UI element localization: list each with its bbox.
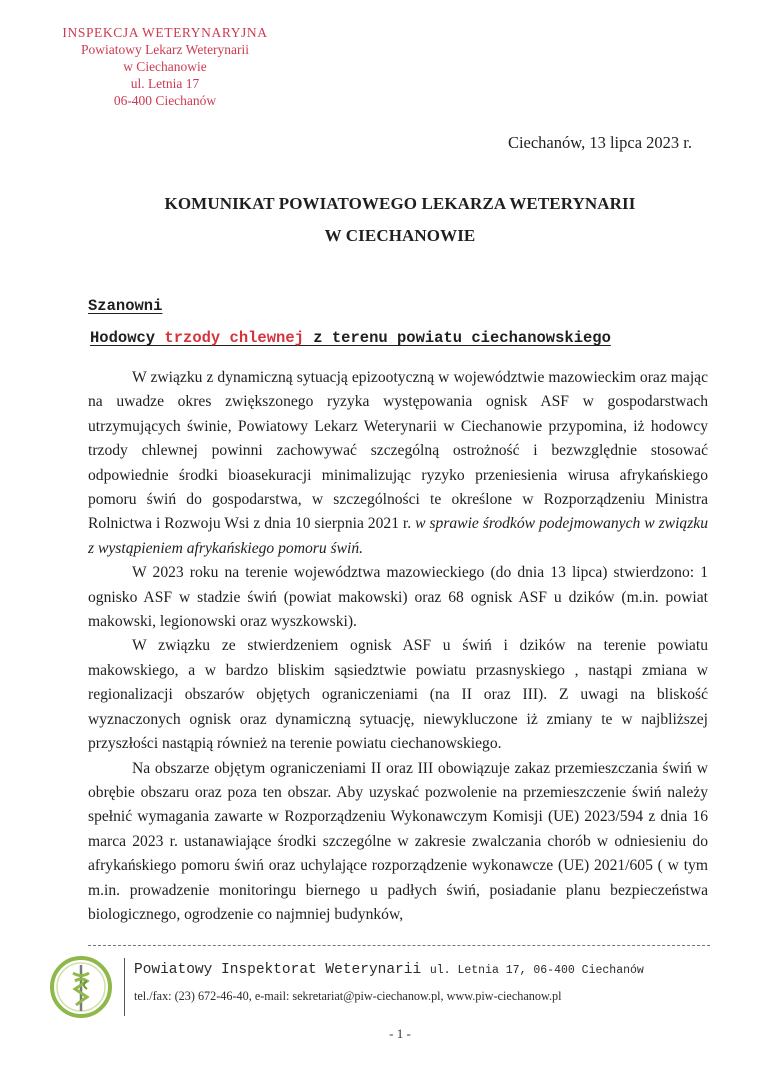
salutation-line-2 xyxy=(88,322,708,354)
paragraph-1-italic: w sprawie środków podejmowanych w związku z wystąpieniem afrykańskiego pomoru świń. xyxy=(88,515,708,557)
stamp-line-5: 06-400 Ciechanów xyxy=(113,93,217,108)
salutation-suffix: z terenu powiatu ciechanowskiego xyxy=(303,329,611,347)
footer-org: Powiatowy Inspektorat Weterynarii xyxy=(134,962,422,978)
footer-vertical-rule xyxy=(124,958,125,1016)
paragraph-1-text: W związku z dynamiczną sytuacją epizootyczną w województwie mazowieckim oraz mając na uwadze okres zwiększonego ryzyka występowania ognisk ASF w gospodarstwach utrzymujących świnie, Powiatowy Lekarz Weterynarii w Ciechanowie przypomina, iż hodowcy trzody chlewnej powinni zachowywać szczególną ostrożność i bezwzględnie stosować odpowiednie środki bioasekuracji minimalizując ryzyko przeniesienia wirusa afrykańskiego pomoru świń do gospodarstwa, w szczególności te określone w Rozporządzeniu Ministra Rolnictwa i Rozwoju Wsi z dnia 10 sierpnia 2021 r. xyxy=(88,369,708,533)
salutation-prefix: Hodowcy xyxy=(90,329,165,347)
footer-contact: tel./fax: (23) 672-46-40, e-mail: sekretariat@piw-ciechanow.pl, www.piw-ciechanow.pl xyxy=(134,989,562,1003)
paragraph-3: W związku ze stwierdzeniem ognisk ASF u świń i dzików na terenie powiatu makowskiego, a w bardzo bliskim sąsiedztwie powiatu przasnyskiego , nastąpi zmiana w regionalizacji obszarów objętych ograniczeniami (na II oraz III). Z uwagi na bliskość wyznaczonych ognisk oraz dynamiczną sytuację, niewykluczone iż zmiany te w najbliższej przyszłości nastąpią również na terenie powiatu ciechanowskiego. xyxy=(88,637,708,753)
footer-address: ul. Letnia 17, 06-400 Ciechanów xyxy=(429,964,644,977)
title-line-1: KOMUNIKAT POWIATOWEGO LEKARZA WETERYNARII xyxy=(164,194,636,213)
next-page-cut-text xyxy=(88,1074,708,1080)
document-date: Ciechanów, 13 lipca 2023 r. xyxy=(507,133,692,152)
salutation xyxy=(88,290,708,354)
title-line-2: W CIECHANOWIE xyxy=(324,226,476,245)
salutation-line-1: Szanowni xyxy=(88,297,163,315)
salutation-highlight: trzody chlewnej xyxy=(164,329,304,347)
stamp-line-1: INSPEKCJA WETERYNARYJNA xyxy=(62,25,268,40)
footer-org-line xyxy=(134,962,734,978)
stamp-line-3: w Ciechanowie xyxy=(123,59,207,74)
document-body xyxy=(88,366,708,927)
caduceus-logo-icon xyxy=(46,955,116,1019)
page-number: - 1 - xyxy=(389,1026,411,1041)
paragraph-2: W 2023 roku na terenie województwa mazowieckiego (do dnia 13 lipca) stwierdzono: 1 ognisko ASF w stadzie świń (powiat makowski) oraz 68 ognisk ASF u dzików (m.in. powiat makowski, legionowski oraz wyszkowski). xyxy=(88,564,708,631)
stamp-line-2: Powiatowy Lekarz Weterynarii xyxy=(80,42,250,57)
footer-divider xyxy=(88,945,710,946)
paragraph-1 xyxy=(88,366,708,561)
official-stamp xyxy=(40,24,290,109)
document-title xyxy=(80,188,720,252)
stamp-line-4: ul. Letnia 17 xyxy=(130,76,200,91)
paragraph-4: Na obszarze objętym ograniczeniami II oraz III obowiązuje zakaz przemieszczania świń w obrębie obszaru oraz poza ten obszar. Aby uzyskać pozwolenie na przemieszczenie świń należy spełnić wymagania zawarte w Rozporządzeniu Wykonawczym Komisji (UE) 2023/594 z dnia 16 marca 2023 r. ustanawiające środki szczególne w zakresie zwalczania chorób w odniesieniu do afrykańskiego pomoru świń oraz uchylające rozporządzenie wykonawcze (UE) 2021/605 ( w tym m.in. prowadzenie monitoringu biernego u padłych świń, posiadanie planu bezpieczeństwa biologicznego, ogrodzenie co najmniej budynków, xyxy=(88,759,708,923)
